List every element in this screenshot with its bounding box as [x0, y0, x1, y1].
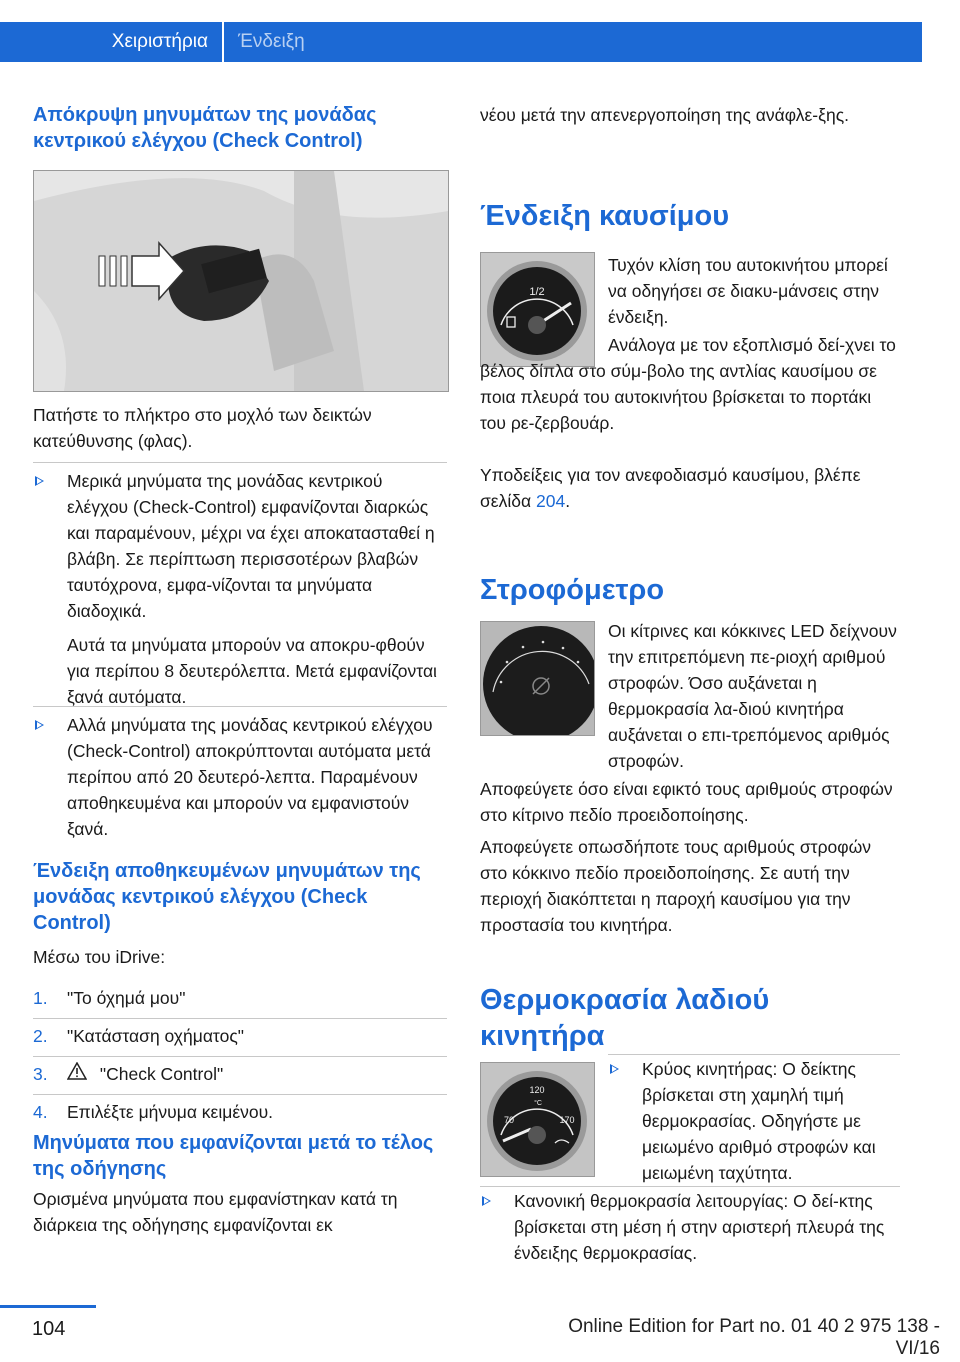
bullet-text: Κανονική θερμοκρασία λειτουργίας: Ο δεί‐κτης βρίσκεται στη μέση ή στην αριστερή πλευρά της ένδειξης θερμοκρασίας.	[514, 1191, 885, 1263]
step-number: 1.	[33, 988, 48, 1008]
tachometer-paragraph-1: Οι κίτρινες και κόκκινες LED δείχνουν την επιτρεπόμενη πε‐ριοχή αριθμού στροφών. Όσο αυξάνεται η θερμοκρασία λα‐διού κινητήρα αυξάνεται ο επι‐τρεπόμενος αριθμός στροφών.	[608, 621, 897, 771]
bullet-triangle-icon	[482, 1196, 491, 1206]
oil-gauge-label-mid: 120	[529, 1085, 545, 1095]
fuel-gauge-label: 1/2	[529, 286, 545, 298]
section-heading-stored-messages: Ένδειξη αποθηκευμένων μηνυμάτων της μονάδας κεντρικού ελέγχου (Check Control)	[33, 860, 421, 934]
tachometer-illustration	[481, 622, 594, 735]
bullet-text: Κρύος κινητήρας: Ο δείκτης βρίσκεται στη χαμηλή τιμή θερμοκρασίας. Οδηγήστε με μειωμένο αριθμό στροφών και μειωμένη ταχύτητα.	[642, 1059, 876, 1183]
bullet-text: Αλλά μηνύματα της μονάδας κεντρικού ελέγχου (Check-Control) αποκρύπτονται αυτόματα μετά περίπου από 20 δευτερό‐λεπτα. Παραμένουν αποθηκευμένα και μπορούν να εμφανιστούν ξανά.	[67, 715, 433, 839]
step-number: 3.	[33, 1064, 48, 1084]
step-text: Επιλέξτε μήνυμα κειμένου.	[67, 1102, 274, 1122]
stalk-photo	[33, 170, 449, 392]
tab-display[interactable]: Ένδειξη	[224, 22, 922, 62]
oil-temp-gauge-illustration	[481, 1063, 594, 1176]
footer-rule	[0, 1305, 96, 1308]
steps-list	[33, 985, 447, 1132]
step-number: 4.	[33, 1102, 48, 1122]
paragraph-press-button: Πατήστε το πλήκτρο στο μοχλό των δεικτών κατεύθυνσης (φλας).	[33, 405, 372, 451]
divider	[480, 1186, 900, 1187]
page-reference-link[interactable]: 204	[535, 491, 566, 511]
paragraph-continued: νέου μετά την απενεργοποίηση της ανάφλε‐ξης.	[480, 105, 849, 125]
bullet-text: Μερικά μηνύματα της μονάδας κεντρικού ελέγχου (Check-Control) εμφανίζονται διαρκώς και παραμένουν, μέχρι να έχει αποκατασταθεί η βλάβη. Σε περίπτωση περισσοτέρων βλαβών ταυτόχρονα, εμφα‐νίζονται τα μηνύματα διαδοχικά.	[67, 471, 435, 621]
list-item	[33, 468, 447, 710]
fuel-paragraph-3: Υποδείξεις για τον ανεφοδιασμό καυσίμου, βλέπε σελίδα 204.	[480, 465, 861, 511]
step-text: "Κατάσταση οχήματος"	[67, 1026, 244, 1046]
step-text: "Το όχημά μου"	[67, 988, 186, 1008]
oil-gauge-label-unit: °C	[534, 1100, 542, 1107]
divider	[33, 706, 447, 707]
fuel-paragraph-1: Τυχόν κλίση του αυτοκινήτου μπορεί να οδηγήσει σε διακυ‐μάνσεις στην ένδειξη.	[608, 255, 888, 327]
oil-temp-gauge-image	[480, 1062, 595, 1177]
list-item	[33, 712, 447, 842]
fuel-paragraph-3-text: Υποδείξεις για τον ανεφοδιασμό καυσίμου, βλέπε σελίδα	[480, 465, 861, 511]
section-heading-end-of-drive: Μηνύματα που εμφανίζονται μετά το τέλος της οδήγησης	[33, 1132, 434, 1180]
step-item	[33, 1019, 447, 1056]
tachometer-text-block	[608, 618, 900, 774]
list-item	[480, 1188, 900, 1266]
turn-signal-stalk-illustration	[34, 171, 448, 391]
step-item	[33, 1057, 447, 1094]
step-text: "Check Control"	[99, 1064, 224, 1084]
step-number: 2.	[33, 1026, 48, 1046]
bullet-triangle-icon	[610, 1064, 619, 1074]
bullet-text: Αυτά τα μηνύματα μπορούν να αποκρυ‐φθούν για περίπου 8 δευτερόλεπτα. Μετά εμφανίζονται ξανά αυτόματα.	[67, 635, 437, 707]
footer-edition-text: Online Edition for Part no. 01 40 2 975 138 - VI/16	[568, 1316, 940, 1359]
warning-triangle-icon	[67, 1061, 87, 1087]
fuel-paragraph-2: Ανάλογα με τον εξοπλισμό δεί‐χνει το βέλος δίπλα στο σύμ‐βολο της αντλίας καυσίμου σε ποια πλευρά του αυτοκινήτου βρίσκεται το πορτάκι του ρε‐ζερβουάρ.	[480, 335, 896, 433]
page-number: 104	[32, 1318, 66, 1340]
step-item	[33, 985, 447, 1018]
bullet-triangle-icon	[35, 720, 44, 730]
paragraph-end-of-drive: Ορισμένα μηνύματα που εμφανίστηκαν κατά τη διάρκεια της οδήγησης εμφανίζονται εκ	[33, 1189, 398, 1235]
section-heading-oil-temperature: Θερμοκρασία λαδιού κινητήρα	[480, 984, 770, 1052]
section-heading-hide-messages: Απόκρυψη μηνυμάτων της μονάδας κεντρικού ελέγχου (Check Control)	[33, 104, 377, 152]
list-item	[608, 1056, 900, 1186]
paragraph-via-idrive: Μέσω του iDrive:	[33, 947, 166, 967]
section-heading-tachometer: Στροφόμετρο	[480, 574, 665, 606]
page-header	[0, 0, 960, 62]
bullet-triangle-icon	[35, 476, 44, 486]
tachometer-paragraph-3: Αποφεύγετε οπωσδήποτε τους αριθμούς στροφών στο κόκκινο πεδίο προειδοποίησης. Σε αυτή την περιοχή διακόπτεται η παροχή καυσίμου για την προστασία του κινητήρα.	[480, 837, 872, 935]
divider	[33, 462, 447, 463]
divider	[608, 1054, 900, 1055]
section-heading-fuel-gauge: Ένδειξη καυσίμου	[480, 200, 730, 232]
tachometer-paragraph-2: Αποφεύγετε όσο είναι εφικτό τους αριθμούς στροφών στο κίτρινο πεδίο προειδοποίησης.	[480, 779, 893, 825]
tachometer-image	[480, 621, 595, 736]
fuel-text-block	[608, 252, 900, 330]
step-item	[33, 1095, 447, 1132]
tab-controls[interactable]: Χειριστήρια	[0, 22, 222, 62]
oil-gauge-label-high: 170	[559, 1115, 575, 1125]
oil-gauge-label-low: 70	[503, 1115, 515, 1125]
